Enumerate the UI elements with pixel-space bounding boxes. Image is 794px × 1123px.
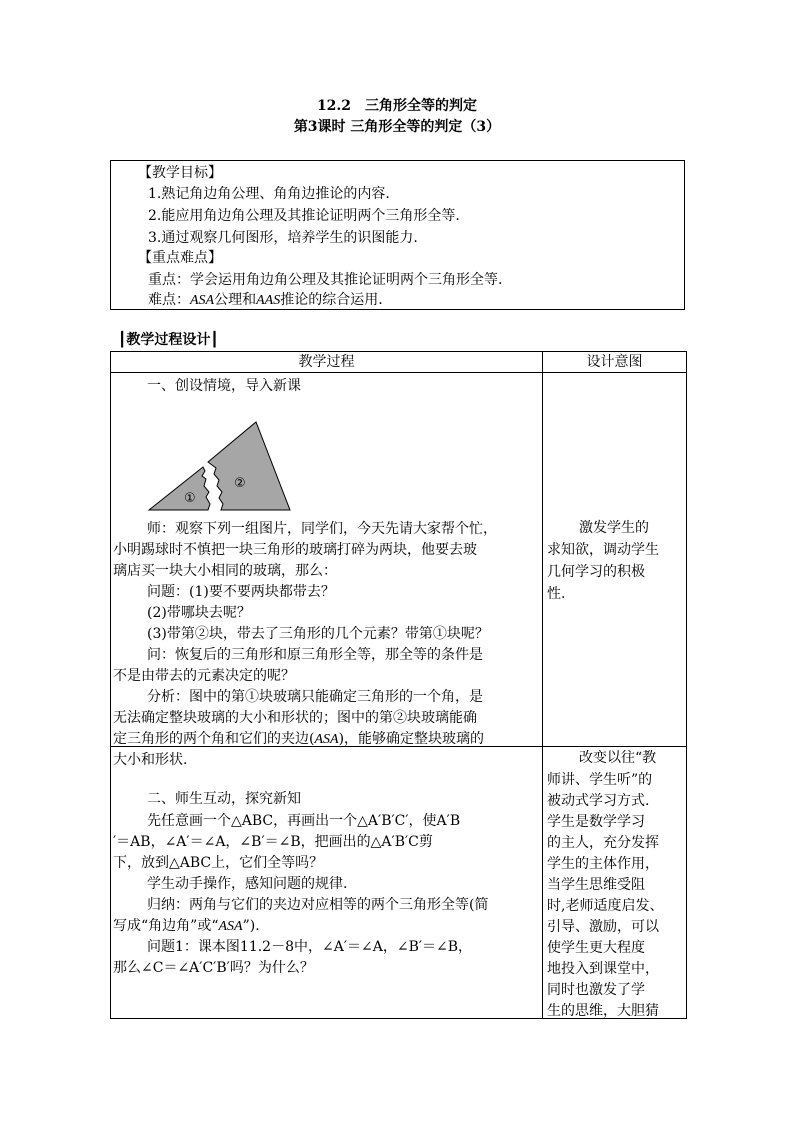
page-subtitle: 第3课时 三角形全等的判定（3）	[293, 119, 501, 135]
section-label: ┃教学过程设计┃	[118, 332, 219, 348]
goal-item: 1.熟记角边角公理、角角边推论的内容.	[148, 186, 390, 202]
body-line: 那么∠C＝∠A′C′B′吗？为什么？	[113, 960, 314, 976]
intent-line: 生的思维，大胆猜	[547, 1003, 659, 1019]
intent-line: 几何学习的积极	[547, 564, 645, 580]
goal-item: 3.通过观察几何图形，培养学生的识图能力.	[148, 230, 418, 246]
body-line: 问：恢复后的三角形和原三角形全等，那全等的条件是	[147, 647, 483, 663]
intent-line: 学生的主体作用，	[547, 856, 659, 872]
process-cell-1	[111, 373, 543, 768]
intent-line: 师讲、学生听”的	[547, 772, 653, 788]
intent-line: 求知欲，调动学生	[547, 542, 659, 558]
objectives-box	[110, 160, 685, 310]
glass-piece-2	[208, 422, 290, 510]
body-line: 先任意画一个△ABC，再画出一个△A′B′C′，使A′B	[147, 813, 461, 829]
intent-line: 学生是数学学习	[547, 814, 645, 830]
body-line: 下，放到△ABC上，它们全等吗？	[113, 855, 324, 871]
body-line: 分析：图中的第①块玻璃只能确定三角形的一个角，是	[147, 689, 483, 705]
page-title: 12.2 三角形全等的判定	[316, 98, 478, 114]
intent-line: 被动式学习方式.	[547, 793, 650, 809]
body-line: 归纳：两角与它们的夹边对应相等的两个三角形全等(简	[147, 897, 489, 913]
body-line: 大小和形状.	[113, 752, 188, 768]
body-line: (3)带第②块，带去了三角形的几个元素？带第①块呢？	[147, 626, 489, 642]
intent-line: 使学生更大程度	[547, 940, 645, 956]
body-line: 璃店买一块大小相同的玻璃，那么：	[113, 563, 337, 579]
intent-cell-2	[543, 747, 687, 1019]
body-line: 写成“角边角”或“ASA”).	[113, 918, 260, 934]
difficulty-aas: AAS	[256, 293, 281, 308]
section-heading: 一、创设情境，导入新课	[147, 378, 301, 394]
body-line: ′＝AB，∠A′＝∠A，∠B′＝∠B，把画出的△A′B′C剪	[113, 834, 433, 850]
body-line: 不是由带去的元素决定的呢？	[113, 668, 295, 684]
key-heading: 【重点难点】	[138, 250, 222, 266]
intent-line: 同时也激发了学	[547, 982, 645, 998]
body-line: 师：观察下列一组图片，同学们，今天先请大家帮个忙，	[147, 521, 497, 537]
intent-line: 改变以往“教	[579, 750, 657, 766]
piece-1-label: ①	[184, 491, 196, 506]
glass-piece-1	[149, 467, 210, 510]
intent-line: 地投入到课堂中，	[547, 961, 659, 977]
body-line: (2)带哪块去呢？	[147, 605, 251, 621]
goal-item: 2.能应用角边角公理及其推论证明两个三角形全等.	[148, 208, 460, 224]
intent-line: 性.	[547, 586, 566, 602]
intent-line: 的主人，充分发挥	[547, 835, 659, 851]
difficulty-prefix: 难点：	[148, 292, 190, 308]
intent-line: 时,老师适度启发、	[547, 898, 664, 914]
column-header-process: 教学过程	[111, 352, 543, 373]
intent-line: 引导、激励，可以	[547, 919, 659, 935]
body-line: 学生动手操作，感知问题的规律.	[147, 876, 348, 892]
intent-cell-1	[543, 373, 687, 747]
body-line: 问题1：课本图11.2－8中，∠A′＝∠A，∠B′＝∠B，	[147, 939, 473, 955]
body-line: 定三角形的两个角和它们的夹边(ASA)，能够确定整块玻璃的	[113, 731, 485, 747]
difficulty-suffix: 推论的综合运用.	[280, 292, 383, 308]
intent-line: 当学生思维受阻	[547, 877, 645, 893]
difficulty-mid: 公理和	[214, 292, 257, 308]
process-cell-2	[111, 747, 543, 1019]
process-table	[110, 351, 687, 1019]
difficulty-asa: ASA	[190, 293, 215, 308]
body-line: 问题：(1)要不要两块都带去？	[147, 584, 335, 600]
column-header-intent: 设计意图	[543, 352, 687, 373]
section-heading: 二、师生互动，探究新知	[147, 791, 301, 807]
difficulty-point	[148, 290, 383, 311]
goal-heading: 【教学目标】	[138, 165, 222, 181]
piece-2-label: ②	[234, 476, 246, 491]
broken-glass-figure	[146, 419, 306, 513]
intent-line: 激发学生的	[579, 520, 649, 536]
body-line: 小明踢球时不慎把一块三角形的玻璃打碎为两块，他要去玻	[113, 542, 477, 558]
body-line: 无法确定整块玻璃的大小和形状的；图中的第②块玻璃能确	[113, 710, 477, 726]
key-point: 重点：学会运用角边角公理及其推论证明两个三角形全等.	[148, 272, 503, 288]
